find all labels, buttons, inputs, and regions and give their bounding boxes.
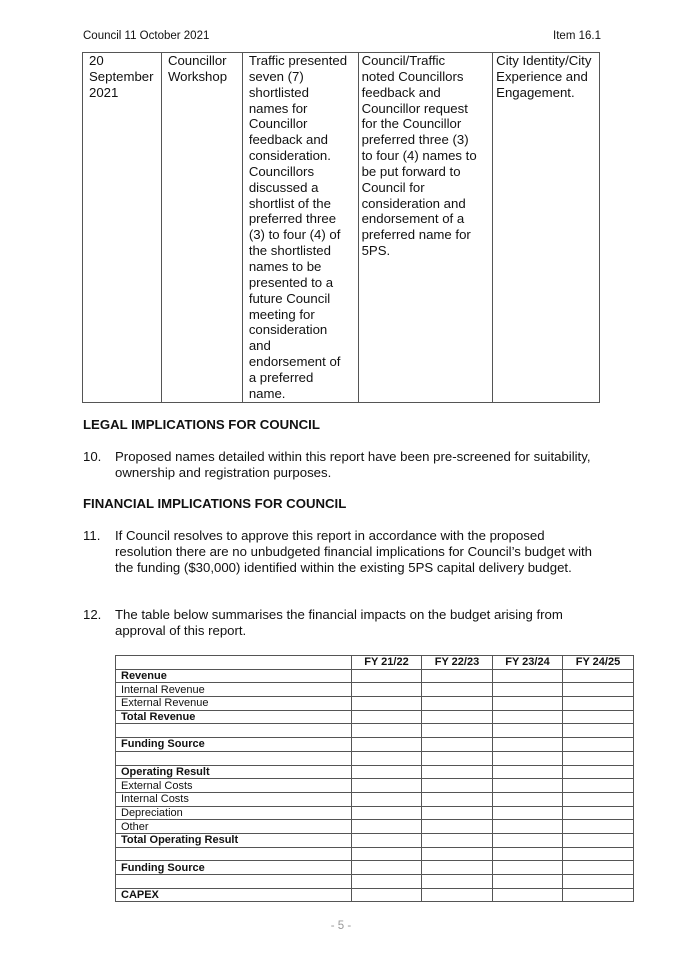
- financial-table-row: [116, 779, 634, 793]
- value-cell: [422, 738, 493, 752]
- value-cell: [493, 669, 563, 683]
- paragraph-text: Proposed names detailed within this report have been pre-screened for suitability, ownership and registration purposes.: [115, 449, 591, 480]
- row-label: Total Revenue: [116, 710, 352, 724]
- financial-table-row: [116, 697, 634, 711]
- value-cell: [493, 847, 563, 861]
- financial-table-row: [116, 875, 634, 889]
- value-cell: [352, 765, 422, 779]
- financial-table-row: [116, 806, 634, 820]
- financial-table-row: [116, 765, 634, 779]
- cell-line: Engagement.: [496, 84, 575, 100]
- value-cell: [563, 779, 634, 793]
- financial-table-row: [116, 669, 634, 683]
- financial-table-row: [116, 792, 634, 806]
- cell-line: the shortlisted: [248, 243, 331, 259]
- cell-line: name.: [248, 385, 286, 401]
- cell-line: feedback and: [361, 84, 441, 100]
- cell-line: presented to a: [248, 274, 334, 290]
- row-label: Other: [116, 820, 352, 834]
- value-cell: [422, 861, 493, 875]
- value-cell: [422, 806, 493, 820]
- value-cell: [352, 861, 422, 875]
- financial-table-row: [116, 861, 634, 875]
- cell-line: Council for: [361, 179, 425, 195]
- consultation-type-cell: [161, 53, 242, 403]
- legal-heading: LEGAL IMPLICATIONS FOR COUNCIL: [83, 417, 320, 432]
- page-number: - 5 -: [330, 920, 352, 932]
- value-cell: [493, 697, 563, 711]
- row-label: [116, 724, 352, 738]
- cell-line: preferred three: [248, 211, 337, 227]
- financial-table-row: [116, 724, 634, 738]
- value-cell: [352, 683, 422, 697]
- value-cell: [352, 833, 422, 847]
- value-cell: [422, 820, 493, 834]
- cell-line: consideration and: [361, 195, 466, 211]
- value-cell: [422, 888, 493, 902]
- value-cell: [493, 683, 563, 697]
- financial-table-row: [116, 847, 634, 861]
- value-cell: [422, 724, 493, 738]
- cell-line: 20: [89, 53, 104, 68]
- consultation-outcome-cell: [358, 53, 493, 403]
- paragraph-text: The table below summarises the financial impacts on the budget arising from approval of this report.: [115, 607, 563, 638]
- value-cell: [493, 738, 563, 752]
- financial-table-header: [116, 656, 634, 670]
- cell-line: shortlist of the: [248, 195, 331, 211]
- cell-line: endorsement of a: [361, 211, 465, 227]
- row-label: Internal Revenue: [116, 683, 352, 697]
- consultation-table: [82, 52, 600, 403]
- financial-table-row: [116, 888, 634, 902]
- value-cell: [422, 833, 493, 847]
- column-header: FY 24/25: [563, 656, 634, 670]
- cell-line: endorsement of: [248, 354, 341, 370]
- cell-line: for the Councillor: [361, 116, 462, 132]
- row-label: External Revenue: [116, 697, 352, 711]
- value-cell: [563, 833, 634, 847]
- value-cell: [563, 669, 634, 683]
- cell-line: consideration.: [248, 148, 331, 164]
- value-cell: [563, 724, 634, 738]
- value-cell: [422, 751, 493, 765]
- cell-line: feedback and: [248, 132, 329, 148]
- paragraph-number: 12.: [83, 607, 102, 622]
- column-header: FY 21/22: [352, 656, 422, 670]
- value-cell: [352, 697, 422, 711]
- cell-line: City Identity/City: [496, 53, 592, 68]
- value-cell: [493, 888, 563, 902]
- cell-line: names for: [248, 100, 308, 116]
- cell-line: names to be: [248, 258, 322, 274]
- header-blank-cell: [116, 656, 352, 670]
- column-header: FY 22/23: [422, 656, 493, 670]
- financial-heading: FINANCIAL IMPLICATIONS FOR COUNCIL: [83, 496, 347, 511]
- cell-line: seven (7): [248, 68, 304, 84]
- financial-table-row: [116, 751, 634, 765]
- value-cell: [563, 710, 634, 724]
- cell-line: Councillor request: [361, 100, 468, 116]
- value-cell: [493, 792, 563, 806]
- financial-table-row: [116, 820, 634, 834]
- cell-line: a preferred: [248, 369, 314, 385]
- row-label: CAPEX: [116, 888, 352, 902]
- value-cell: [493, 861, 563, 875]
- cell-line: noted Councillors: [361, 68, 464, 84]
- cell-line: Councillors: [248, 163, 315, 179]
- value-cell: [493, 820, 563, 834]
- financial-impact-table: [115, 655, 634, 902]
- value-cell: [422, 710, 493, 724]
- value-cell: [352, 806, 422, 820]
- value-cell: [563, 847, 634, 861]
- value-cell: [352, 888, 422, 902]
- cell-line: Councillor: [167, 53, 227, 68]
- row-label: Total Operating Result: [116, 833, 352, 847]
- cell-line: 5PS.: [361, 243, 391, 259]
- cell-line: preferred three (3): [361, 132, 469, 148]
- cell-line: and: [248, 338, 271, 354]
- cell-line: preferred name for: [361, 227, 471, 243]
- header-meeting-date: Council 11 October 2021: [83, 30, 210, 42]
- row-label: External Costs: [116, 779, 352, 793]
- header-item-number: Item 16.1: [553, 30, 601, 42]
- cell-line: 2021: [89, 84, 119, 100]
- value-cell: [352, 724, 422, 738]
- value-cell: [563, 765, 634, 779]
- row-label: Depreciation: [116, 806, 352, 820]
- cell-line: future Council: [248, 290, 331, 306]
- cell-line: September: [89, 68, 154, 84]
- cell-line: consideration: [248, 322, 328, 338]
- row-label: Funding Source: [116, 861, 352, 875]
- value-cell: [352, 847, 422, 861]
- cell-line: be put forward to: [361, 163, 461, 179]
- cell-line: meeting for: [248, 306, 315, 322]
- value-cell: [563, 861, 634, 875]
- value-cell: [563, 888, 634, 902]
- paragraph-11: [83, 528, 603, 576]
- row-label: [116, 875, 352, 889]
- financial-table-row: [116, 683, 634, 697]
- row-label: [116, 847, 352, 861]
- value-cell: [352, 779, 422, 793]
- value-cell: [352, 710, 422, 724]
- value-cell: [422, 779, 493, 793]
- value-cell: [422, 792, 493, 806]
- financial-table-row: [116, 738, 634, 752]
- value-cell: [422, 683, 493, 697]
- value-cell: [563, 683, 634, 697]
- financial-table-row: [116, 833, 634, 847]
- cell-line: discussed a: [248, 179, 319, 195]
- consultation-strategy-cell: [493, 53, 600, 403]
- cell-line: Workshop: [167, 68, 228, 84]
- cell-line: (3) to four (4) of: [248, 227, 341, 243]
- value-cell: [563, 820, 634, 834]
- value-cell: [563, 792, 634, 806]
- row-label: Funding Source: [116, 738, 352, 752]
- value-cell: [563, 738, 634, 752]
- value-cell: [493, 806, 563, 820]
- paragraph-number: 11.: [83, 528, 101, 543]
- column-header: FY 23/24: [493, 656, 563, 670]
- cell-line: Council/Traffic: [361, 53, 446, 68]
- row-label: Revenue: [116, 669, 352, 683]
- cell-line: shortlisted: [248, 84, 309, 100]
- value-cell: [422, 847, 493, 861]
- value-cell: [352, 820, 422, 834]
- financial-table-row: [116, 710, 634, 724]
- consultation-date-cell: [83, 53, 162, 403]
- value-cell: [422, 765, 493, 779]
- value-cell: [493, 710, 563, 724]
- paragraph-10: [83, 449, 603, 481]
- cell-line: Traffic presented: [248, 53, 348, 68]
- value-cell: [422, 697, 493, 711]
- row-label: [116, 751, 352, 765]
- paragraph-12: [83, 607, 603, 639]
- paragraph-text: If Council resolves to approve this report in accordance with the proposed resolution there are no unbudgeted financial implications for Council’s budget with the funding ($30,000) identified within the existing 5PS capital delivery budget.: [115, 528, 592, 575]
- value-cell: [352, 875, 422, 889]
- value-cell: [493, 751, 563, 765]
- consultation-row: [83, 53, 600, 403]
- value-cell: [422, 669, 493, 683]
- value-cell: [352, 792, 422, 806]
- row-label: Operating Result: [116, 765, 352, 779]
- value-cell: [352, 751, 422, 765]
- paragraph-number: 10.: [83, 449, 102, 464]
- value-cell: [563, 697, 634, 711]
- value-cell: [493, 779, 563, 793]
- value-cell: [563, 751, 634, 765]
- value-cell: [493, 833, 563, 847]
- row-label: Internal Costs: [116, 792, 352, 806]
- cell-line: Councillor: [248, 116, 308, 132]
- value-cell: [563, 875, 634, 889]
- value-cell: [422, 875, 493, 889]
- value-cell: [563, 806, 634, 820]
- value-cell: [493, 875, 563, 889]
- value-cell: [493, 765, 563, 779]
- consultation-detail-cell: [242, 53, 358, 403]
- cell-line: Experience and: [496, 68, 588, 84]
- value-cell: [352, 738, 422, 752]
- cell-line: to four (4) names to: [361, 148, 477, 164]
- value-cell: [493, 724, 563, 738]
- value-cell: [352, 669, 422, 683]
